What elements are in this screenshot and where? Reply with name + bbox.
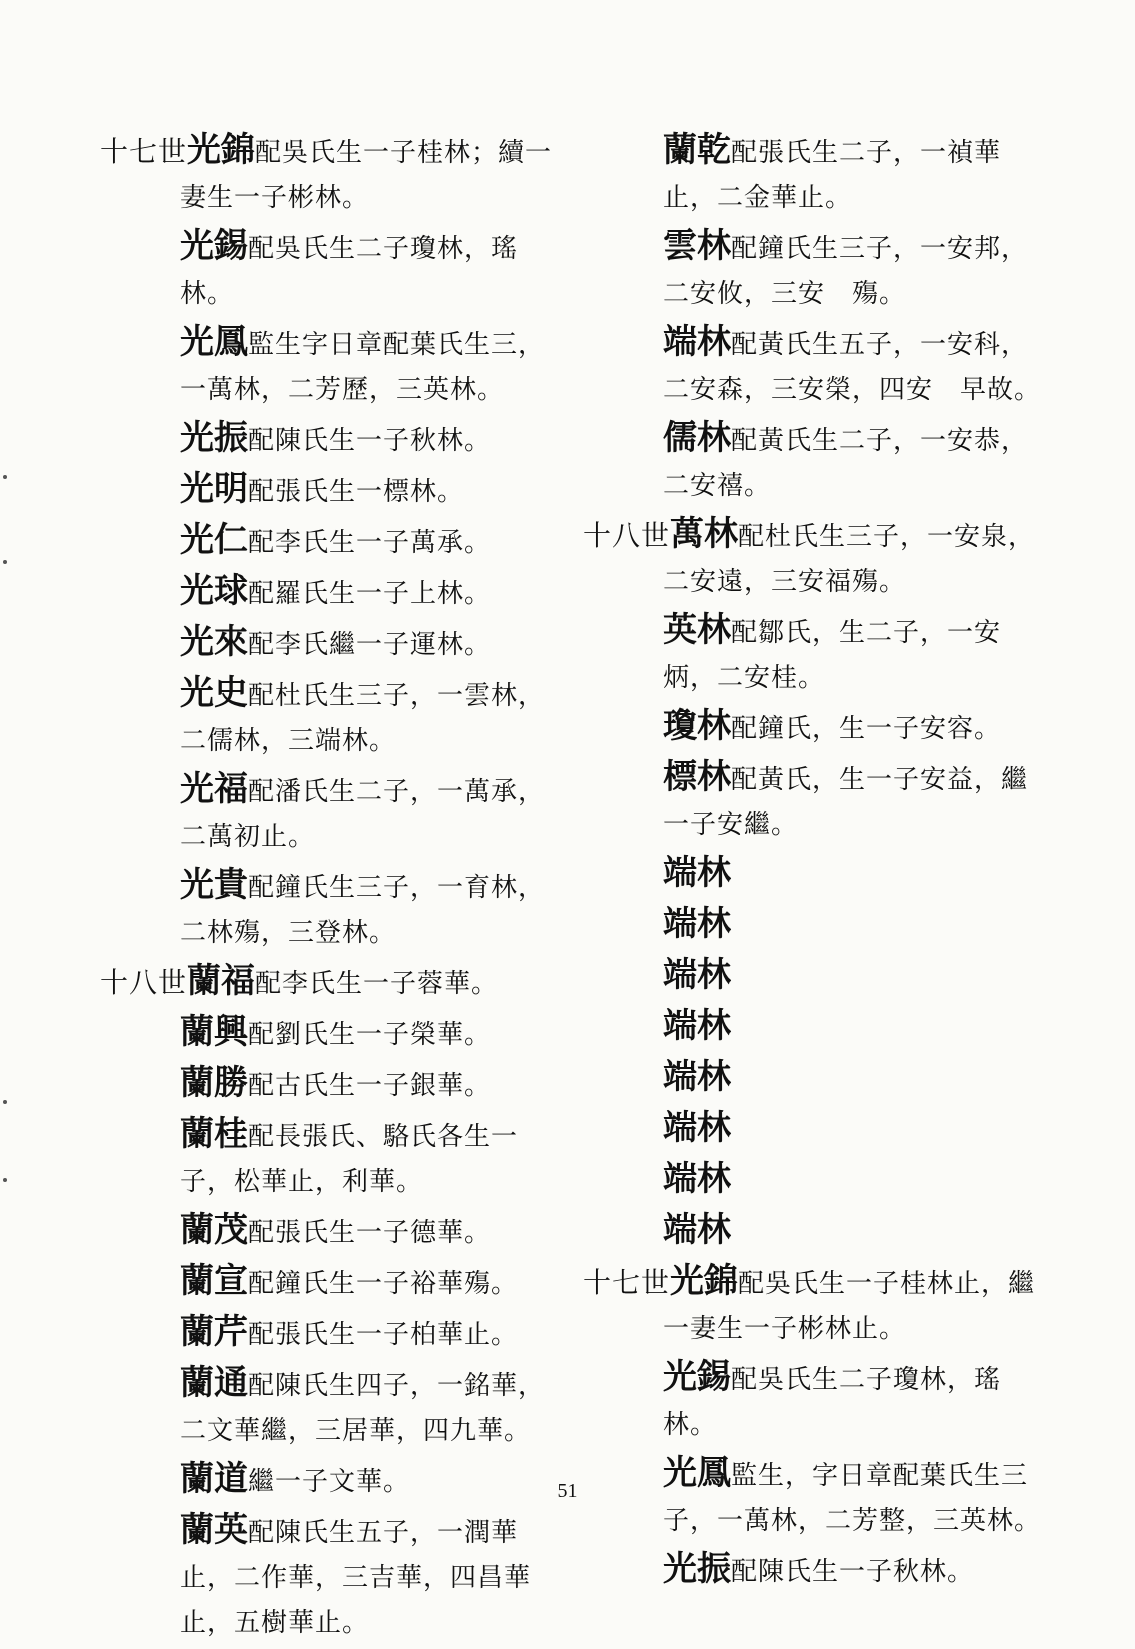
entry-text: 配李氏繼一子運林。 (248, 630, 492, 660)
scan-speck (3, 475, 7, 479)
person-name: 標林 (663, 757, 731, 797)
person-name: 瓊林 (663, 706, 731, 746)
genealogy-entry (100, 1508, 570, 1646)
person-name: 光明 (180, 469, 248, 509)
person-name: 端林 (663, 1057, 731, 1097)
person-name: 蘭福 (187, 961, 256, 1001)
person-name: 雲林 (663, 226, 731, 266)
genealogy-entry (583, 128, 1053, 221)
entry-text: 配杜氏生三子，一雲林，二儒林，三端林。 (180, 681, 546, 756)
entry-text: 配潘氏生二子，一萬承，二萬初止。 (180, 777, 546, 852)
person-name: 光史 (180, 673, 248, 713)
entry-text: 配鄒氏，生二子，一安炳，二安桂。 (663, 618, 1002, 693)
entry-text: 配劉氏生一子榮華。 (248, 1020, 492, 1050)
page-number: 51 (557, 1480, 578, 1502)
genealogy-entry (583, 1355, 1053, 1448)
genealogy-entry (583, 416, 1053, 509)
entry-text: 配陳氏生一子秋林。 (731, 1557, 975, 1587)
entry-text: 配吳氏生二子瓊林，瑤林。 (180, 234, 519, 309)
person-name: 光錦 (187, 130, 256, 170)
entry-text: 配陳氏生四子，一銘華，二文華繼，三居華，四九華。 (180, 1371, 546, 1446)
genealogy-entry (100, 1259, 570, 1307)
entry-text: 配鐘氏生一子裕華殤。 (248, 1269, 519, 1299)
genealogy-entry (100, 1010, 570, 1058)
entry-text: 配黃氏生五子，一安科，二安森，三安榮，四安 早故。 (663, 330, 1042, 405)
person-name: 光鳳 (180, 322, 248, 362)
genealogy-entry (583, 704, 1053, 752)
entry-text: 配張氏生一子德華。 (248, 1218, 492, 1248)
person-name: 蘭勝 (180, 1063, 248, 1103)
person-name: 光來 (180, 622, 248, 662)
genealogy-entry (100, 128, 570, 221)
person-name: 光錫 (663, 1357, 731, 1397)
genealogy-entry (583, 1157, 1053, 1205)
generation-label: 十七世 (583, 1266, 671, 1299)
generation-label: 十八世 (100, 966, 188, 999)
genealogy-entry (100, 1061, 570, 1109)
generation-label: 十七世 (100, 135, 188, 168)
person-name: 蘭乾 (663, 130, 731, 170)
person-name: 光鳳 (663, 1453, 731, 1493)
genealogy-entry (100, 467, 570, 515)
person-name: 儒林 (663, 418, 731, 458)
left-column (100, 128, 570, 1649)
entry-text: 配黃氏生二子，一安恭，二安禧。 (663, 426, 1029, 501)
genealogy-entry (100, 620, 570, 668)
entry-text: 配陳氏生一子秋林。 (248, 426, 492, 456)
entry-text: 配張氏生一子柏華止。 (248, 1320, 519, 1350)
person-name: 光球 (180, 571, 248, 611)
genealogy-entry (583, 1259, 1053, 1352)
person-name: 端林 (663, 1159, 731, 1199)
right-column (583, 128, 1053, 1598)
person-name: 端林 (663, 1210, 731, 1250)
genealogy-entry (100, 569, 570, 617)
genealogy-entry (583, 320, 1053, 413)
person-name: 端林 (663, 1108, 731, 1148)
genealogy-entry (583, 1547, 1053, 1595)
genealogy-entry (100, 863, 570, 956)
entry-text: 監生字日章配葉氏生三，一萬林，二芳歷，三英林。 (180, 330, 546, 405)
entry-text: 配杜氏生三子，一安泉，二安遠，三安福殤。 (663, 522, 1036, 597)
scan-speck (3, 1178, 7, 1182)
entry-text: 配吳氏生一子桂林止，繼一妻生一子彬林止。 (663, 1269, 1036, 1344)
person-name: 端林 (663, 322, 731, 362)
genealogy-entry (100, 518, 570, 566)
person-name: 光福 (180, 769, 248, 809)
entry-text: 配黃氏，生一子安益，繼一子安繼。 (663, 765, 1029, 840)
genealogy-entry (583, 224, 1053, 317)
genealogy-entry (583, 1004, 1053, 1052)
entry-text: 配鐘氏，生一子安容。 (731, 714, 1002, 744)
person-name: 蘭道 (180, 1459, 248, 1499)
genealogy-entry (100, 1361, 570, 1454)
person-name: 蘭宣 (180, 1261, 248, 1301)
genealogy-entry (100, 320, 570, 413)
person-name: 英林 (663, 610, 731, 650)
person-name: 光振 (663, 1549, 731, 1589)
person-name: 蘭芹 (180, 1312, 248, 1352)
genealogy-entry (100, 1208, 570, 1256)
genealogy-entry (583, 953, 1053, 1001)
scan-speck (3, 560, 7, 564)
person-name: 端林 (663, 904, 731, 944)
person-name: 光貴 (180, 865, 248, 905)
person-name: 蘭英 (180, 1510, 248, 1550)
entry-text: 配陳氏生五子，一潤華止，二作華，三吉華，四昌華止，五樹華止。 (180, 1518, 532, 1638)
entry-text: 配古氏生一子銀華。 (248, 1071, 492, 1101)
genealogy-entry (583, 1055, 1053, 1103)
genealogy-entry (583, 755, 1053, 848)
generation-label: 十八世 (583, 519, 671, 552)
person-name: 端林 (663, 955, 731, 995)
entry-text: 配李氏生一子蓉華。 (255, 969, 499, 999)
person-name: 光錦 (670, 1261, 739, 1301)
genealogy-entry (583, 1208, 1053, 1256)
entry-text: 配長張氏、駱氏各生一子，松華止，利華。 (180, 1122, 519, 1197)
entry-text: 配吳氏生一子桂林；續一妻生一子彬林。 (180, 138, 553, 213)
genealogy-entry (583, 608, 1053, 701)
person-name: 光仁 (180, 520, 248, 560)
entry-text: 配鐘氏生三子，一育林，二林殤，三登林。 (180, 873, 546, 948)
entry-text: 配張氏生一標林。 (248, 477, 465, 507)
entry-text: 監生，字日章配葉氏生三子，一萬林，二芳整，三英林。 (663, 1461, 1042, 1536)
person-name: 蘭茂 (180, 1210, 248, 1250)
genealogy-entry (583, 851, 1053, 899)
person-name: 端林 (663, 1006, 731, 1046)
person-name: 端林 (663, 853, 731, 893)
person-name: 蘭興 (180, 1012, 248, 1052)
genealogy-entry (100, 1310, 570, 1358)
person-name: 蘭桂 (180, 1114, 248, 1154)
genealogy-entry (100, 224, 570, 317)
entry-text: 配李氏生一子萬承。 (248, 528, 492, 558)
genealogy-entry (583, 512, 1053, 605)
entry-text: 繼一子文華。 (248, 1467, 411, 1497)
genealogy-entry (583, 1106, 1053, 1154)
entry-text: 配羅氏生一子上林。 (248, 579, 492, 609)
genealogy-entry (100, 671, 570, 764)
genealogy-entry (100, 1112, 570, 1205)
entry-text: 配張氏生二子，一禎華止，二金華止。 (663, 138, 1002, 213)
genealogy-entry (100, 959, 570, 1007)
genealogy-entry (100, 416, 570, 464)
scan-speck (3, 1100, 7, 1104)
genealogy-entry (100, 767, 570, 860)
genealogy-entry (583, 902, 1053, 950)
entry-text: 配吳氏生二子瓊林，瑤林。 (663, 1365, 1002, 1440)
person-name: 萬林 (670, 514, 739, 554)
person-name: 光錫 (180, 226, 248, 266)
person-name: 蘭通 (180, 1363, 248, 1403)
entry-text: 配鐘氏生三子，一安邦，二安攸，三安 殤。 (663, 234, 1029, 309)
person-name: 光振 (180, 418, 248, 458)
